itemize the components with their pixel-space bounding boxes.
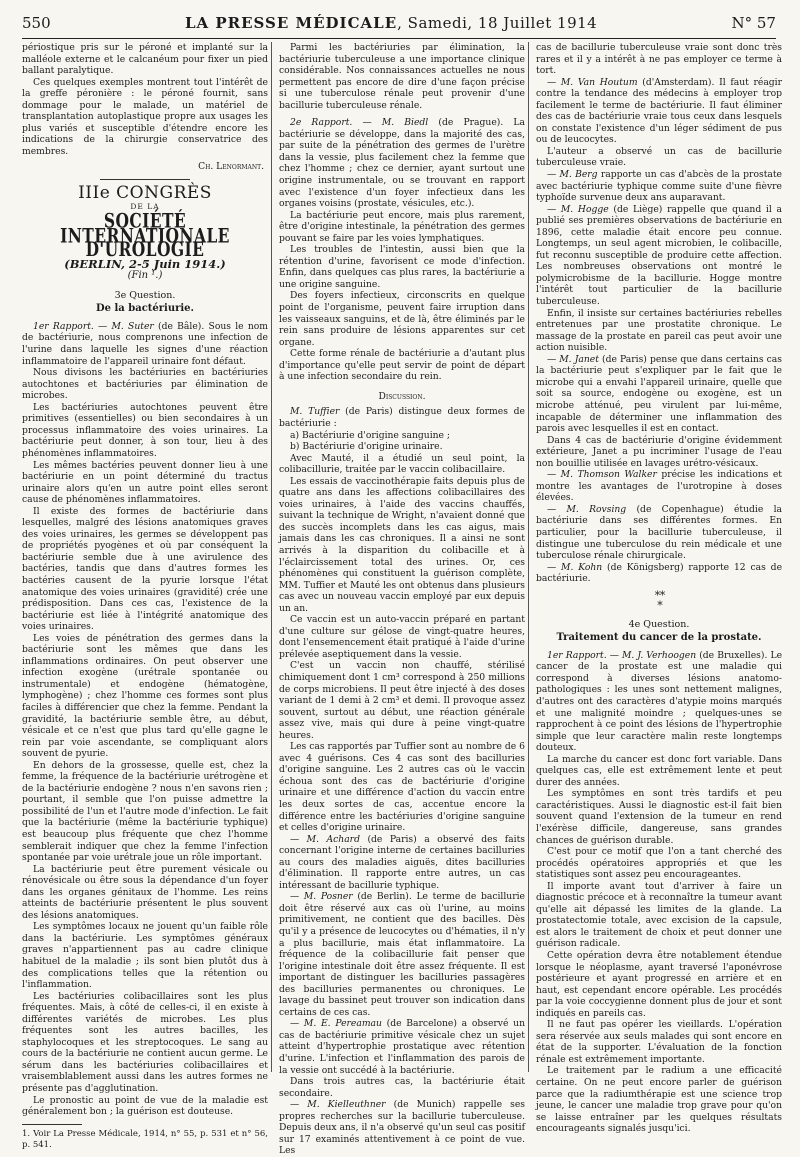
speaker-text: (de Copenhague) étudie la bactériurie dans ses différentes formes. En particulier, pour la bacillurie tuberculeuse, il distingue une tuberculose du rein médicale et une tuberculose rénale chirurgicale. <box>536 503 782 562</box>
speaker-name: — M. Berg <box>547 169 598 181</box>
paragraph: Il importe avant tout d'arriver à faire un diagnostic précoce et à reconnaître la tumeur avant qu'elle ait dépassé les limites de la glande. La prostatectomie totale, avec excision de la capsule, est alors le traitement de choix et peut donner une guérison radicale. <box>536 880 782 950</box>
paragraph: Les essais de vaccinothérapie faits depuis plus de quatre ans dans les affections colibacillaires des voies urinaires, à l'aide des vaccins chauffés, suivant la technique de Wright, n'avaient donné que des succès incomplets dans les cas aigus, mais jamais dans les cas chroniques. Il a ainsi ne sont arrivés à la disparition du colibacille et à l'éclaircissement total des urines. Or, ces phénomènes qui constituent la guérison complète, MM. Tuffier et Mauté les ont obtenus dans plusieurs cas avec un nouveau vaccin employé par eux depuis un an. <box>279 475 525 614</box>
society-name: SOCIÉTÉ INTERNATIONALE D'UROLOGIE <box>60 208 230 262</box>
column-2 <box>279 42 525 1157</box>
report-lead: 1er Rapport. — M. J. Verhoogen <box>547 649 697 661</box>
paragraph <box>279 117 525 209</box>
paragraph <box>536 77 782 146</box>
speaker-text: (de Paris) distingue deux formes de bactériurie : <box>279 406 525 429</box>
speaker-name: — M. E. Pereamau <box>290 1018 382 1030</box>
speaker-name: — M. Kohn <box>547 561 603 573</box>
paragraph <box>279 1099 525 1157</box>
paragraph: Cette forme rénale de bactériurie a d'autant plus d'importance qu'elle peut servir de point de départ à une infection secondaire du rein. <box>279 348 525 383</box>
speaker-name: — M. Posner <box>290 891 353 903</box>
paragraph: La bactériurie peut encore, mais plus rarement, être d'origine intestinale, la pénétration des germes pouvant se faire par les voies lymphatiques. <box>279 209 525 244</box>
speaker-text: (de Paris) pense que dans certains cas la bactériurie peut s'expliquer par le fait que le microbe qui a envahi l'appareil urinaire, quelle que soit sa source, endogène ou exogène, est un microbe atténué, peu virulent par lui-même, incapable de déterminer une inflammation des parois avec lesquelles il est en contact. <box>536 353 782 435</box>
paragraph: Les voies de pénétration des germes dans la bactériurie sont les mêmes que dans les inflammations ordinaires. On peut observer une infection exogène (urétrale spontanée ou instrumentale) et endogène (hématogène, lymphogène) ; chez l'homme ces formes sont plus faciles à différencier que chez la femme. Pendant la gravidité, la bactériurie semble être, au début, vésicale et ce n'est que plus tard qu'elle gagne le rein par voie ascendante, se compliquant alors souvent de pyurie. <box>22 632 268 760</box>
paragraph: Le pronostic au point de vue de la maladie est généralement bon ; la guérison est douteuse. <box>22 1094 268 1118</box>
paragraph: La marche du cancer est donc fort variable. Dans quelques cas, elle est extrêmement lente et peut durer des années. <box>536 753 782 788</box>
paragraph: Avec Mauté, il a étudié un seul point, la colibacillurie, traitée par le vaccin colibacillaire. <box>279 452 525 476</box>
paragraph: Nous divisons les bactériuries en bactériuries autochtones et bactériuries par élimination de microbes. <box>22 367 268 402</box>
report-text: (de Prague). La bactériurie se développe, dans la majorité des cas, par suite de la pénétration des germes de l'urètre dans la vessie, plus facilement chez la femme que chez l'homme ; chez ce dernier, ayant surtout une origine instrumentale, ou se trouvant en rapport avec l'existence d'un foyer infectieux dans les organes voisins (prostate, vésicules, etc.). <box>279 117 525 210</box>
paragraph: Les bactériuries colibacillaires sont les plus fréquentes. Mais, à côté de celles-ci, il en existe à différentes variétés de microbes. Les plus fréquentes sont les autres bacilles, les staphylocoques et les streptocoques. Le sang au cours de la bactériurie ne contient aucun germe. Le sérum dans les bactériuries colibacillaires et vraisemblablement aussi dans les autres formes ne présente pas d'agglutination. <box>22 990 268 1095</box>
paragraph: Des foyers infectieux, circonscrits en quelque point de l'organisme, peuvent faire irruption dans les vaisseaux sanguins, et de là, être éliminés par le rein sans produire de lésions apparentes sur cet organe. <box>279 290 525 348</box>
paragraph <box>22 321 268 367</box>
speaker-name: — M. Achard <box>290 833 360 845</box>
speaker-text: (de Barcelone) a observé un cas de bactériurie primitive vésicale chez un sujet atteint d'hypertrophie prostatique avec rétention d'urine. L'infection et l'inflammation des parois de la vessie ont succédé à la bactériurie. <box>279 1018 525 1076</box>
paragraph <box>279 891 525 1018</box>
paragraph <box>536 469 782 504</box>
paragraph: Les symptômes locaux ne jouent qu'un faible rôle dans la bactériurie. Les symptômes généraux graves n'appartiennent pas au cadre clinique habituel de la maladie ; ils sont bien plutôt dus à des complications telles que la rétention ou l'inflammation. <box>22 921 268 991</box>
paragraph: Le traitement par le radium a une efficacité certaine. On ne peut encore parler de guérison parce que la radiumthérapie est une science trop jeune, le cancer une maladie trop grave pour qu'on se laisse entraîner par les quelques résultats encourageants signalés jusqu'ici. <box>536 1065 782 1135</box>
author-signature: Ch. Lenormant. <box>198 161 264 173</box>
question-number: 3e Question. <box>114 289 176 301</box>
issue-date: , Samedi, 18 Juillet 1914 <box>397 14 598 32</box>
paragraph: Enfin, il insiste sur certaines bactériuries rebelles entretenues par une prostatite chronique. Le massage de la prostate en pareil cas peut avoir une action nuisible. <box>536 307 782 354</box>
header-rule <box>22 38 776 39</box>
paragraph: Les symptômes en sont très tardifs et peu caractéristiques. Aussi le diagnostic est-il fait bien souvent quand l'extension de la tumeur en rend l'exérèse difficile, dangereuse, sans grandes chances de guérison durable. <box>536 788 782 846</box>
footnote: 1. Voir La Presse Médicale, 1914, n° 55, p. 531 et n° 56, p. 541. <box>22 1128 268 1151</box>
congress-title: IIIe CONGRÈS <box>78 183 212 204</box>
paragraph: Parmi les bactériuries par élimination, la bactériurie tuberculeuse a une importance clinique considérable. Nos connaissances actuelles ne nous permettent pas encore de dire d'une façon précise si une tuberculose rénale peut provenir d'une bacillurie tuberculeuse rénale. <box>279 42 525 111</box>
congress-place: (BERLIN, 2-5 Juin 1914.) <box>64 256 226 271</box>
paragraph <box>536 169 782 204</box>
paragraph: périostique pris sur le péroné et implanté sur la malléole externe et le calcanéum pour fixer un pied ballant paralytique. <box>22 42 268 77</box>
discussion-heading: Discussion. <box>378 390 426 402</box>
column-1 <box>22 42 269 1151</box>
paragraph: Ces quelques exemples montrent tout l'intérêt de la greffe péronière : le péroné fournit, sans dommage pour le malade, un matériel de transplantation autoplastique propre aux usages les plus variés et susceptible d'étendre encore les indications de la chirurgie conservatrice des membres. <box>22 76 268 157</box>
column-separator <box>271 42 272 1072</box>
issue-number: N° 57 <box>731 14 776 32</box>
paragraph: Les troubles de l'intestin, aussi bien que la rétention d'urine, favorisent ce mode d'infection. Enfin, dans quelques cas plus rares, la bactériurie a une origine sanguine. <box>279 244 525 290</box>
speaker-text: (de Paris) a observé des faits concernant l'origine interne de certaines bacilluries au cours des maladies aiguës, dites bacilluries d'élimination. Il rapporte entre autres, un cas intéressant de bacillurie typhique. <box>279 833 525 891</box>
paragraph: Il existe des formes de bactériurie dans lesquelles, malgré des lésions anatomiques graves des voies urinaires, les germes se développent pas de propriétés pyogènes et où par conséquent la bactériurie semble due à une avirulence des bactéries, tandis que dans d'autres formes les bactéries causent de la pyurie lorsque l'état anatomique des voies urinaires (gravidité) crée une prédisposition. Dans ces cas, l'existence de la bactériurie est liée à l'intégrité anatomique des voies urinaires. <box>22 505 268 633</box>
speaker-text: (de Königsberg) rapporte 12 cas de bactériurie. <box>536 561 783 585</box>
paragraph: Les bactériuries autochtones peuvent être primitives (essentielles) ou bien secondaires à un processus inflammatoire des voies urinaires. La bactériurie peut donner, à son tour, lieu à des phénomènes inflammatoires. <box>22 401 268 459</box>
column-separator <box>528 42 529 1072</box>
paragraph: Cette opération devra être notablement étendue lorsque le néoplasme, ayant traversé l'aponévrose postérieure et ayant progressé en arrière et en haut, est cependant encore opérable. Les procédés par la voie coccygienne donnent plus de jour et sont indiqués en pareils cas. <box>536 950 782 1019</box>
paragraph: Ce vaccin est un auto-vaccin préparé en partant d'une culture sur gélose de vingt-quatre heures, dont l'ensemencement était pratiqué à l'aide d'urine prélevée aseptiquement dans la vessie. <box>279 614 525 660</box>
speaker-name: — M. Janet <box>547 353 599 365</box>
congress-de: DE LA <box>130 201 160 211</box>
paragraph: L'auteur a observé un cas de bacillurie tuberculeuse vraie. <box>536 145 782 169</box>
speaker-text: (de Berlin). Le terme de bacillurie doit être réservé aux cas où l'urine, au moins primitivement, ne contient que des bacilles. Dès qu'il y a présence de leucocytes ou d'hématies, il n'y a plus bacillurie, mais état inflammatoire. La fréquence de la colibacillurie fait penser que l'origine intestinale doit être assez fréquente. Il est important de distinguer les bacilluries passagères des bacilluries permanentes ou chroniques. Le lavage du bassinet peut trouver son indication dans certains de ces cas. <box>279 891 525 1018</box>
paragraph <box>536 354 782 435</box>
speaker-name: — M. Thomson Walker <box>547 469 657 481</box>
speaker-name: — M. Rovsing <box>547 503 627 515</box>
paragraph: C'est pour ce motif que l'on a tant cherché des procédés opératoires appropriés et que les statistiques sont assez peu encourageantes. <box>536 846 782 881</box>
paragraph: Il ne faut pas opérer les vieillards. L'opération sera réservée aux seuls malades qui sont encore en état de la supporter. L'évaluation de la fonction rénale est extrêmement importante. <box>536 1019 782 1065</box>
paragraph <box>536 204 782 308</box>
journal-name: LA PRESSE MÉDICALE <box>184 14 398 32</box>
speaker-text: (d'Amsterdam). Il faut réagir contre la tendance des médecins à employer trop facilement le terme de bactériurie. Il faut éliminer des cas de bactériurie vraie tous ceux dans lesquels on constate l'existence d'un léger sédiment de pus ou de leucocytes. <box>536 76 783 146</box>
congress-fin: (Fin ¹.) <box>127 270 163 282</box>
paragraph: Dans trois autres cas, la bactériurie était secondaire. <box>279 1076 525 1099</box>
list-item: a) Bactériurie d'origine sanguine ; <box>290 429 451 441</box>
speaker-name: — M. Van Houtum <box>547 76 638 88</box>
report-lead: 1er Rapport. — M. Suter <box>33 320 154 332</box>
speaker-text: rapporte un cas d'abcès de la prostate avec bactériurie typhique comme suite d'une fièvre typhoïde survenue deux ans auparavant. <box>536 169 782 204</box>
paragraph <box>536 504 782 562</box>
speaker-name: M. Tuffier <box>290 406 340 418</box>
footnote-rule <box>22 1124 82 1125</box>
paragraph: La bactériurie peut être purement vésicale ou rénovésicale ou être sous la dépendance d'un foyer dans les organes génitaux de l'homme. Les reins atteints de bactériurie présentent le plus souvent des lésions anatomiques. <box>22 863 268 921</box>
asterism-icon: * * * <box>654 588 664 612</box>
paragraph <box>279 1018 525 1076</box>
speaker-text: précise les indications et montre les avantages de l'urotropine à doses élevées. <box>536 469 782 504</box>
speaker-name: — M. Hogge <box>547 203 609 215</box>
report-text: (de Bruxelles). Le cancer de la prostate est une maladie qui correspond à diverses lésions anatomo-pathologiques : les unes sont nettement malignes, d'autres ont des caractères d'atypie moins marqués et une malignité moindre ; quelques-unes se rapprochent à ce point des lésions de l'hypertrophie simple que leur caractère malin reste longtemps douteux. <box>536 649 783 754</box>
journal-title <box>185 14 597 32</box>
paragraph: Dans 4 cas de bactériurie d'origine évidemment extérieure, Janet a pu incriminer l'usage de l'eau non bouillie utilisée en lavages urétro-vésicaux. <box>536 434 782 469</box>
page-header <box>22 14 776 36</box>
paragraph <box>536 650 782 754</box>
paragraph <box>279 406 525 429</box>
page-number: 550 <box>22 14 51 32</box>
list-item: b) Bactériurie d'origine urinaire. <box>290 441 443 453</box>
paragraph: Les mêmes bactéries peuvent donner lieu à une bactériurie en un point déterminé du tractus urinaire alors qu'en un autre point elles seront cause de phénomènes inflammatoires. <box>22 459 268 506</box>
congress-heading <box>22 183 268 282</box>
speaker-text: (de Liège) rappelle que quand il a publié ses premières observations de bactériurie en 1896, cette maladie était encore peu connue. Longtemps, un seul agent microbien, le colibacille, fut reconnu susceptible de produire cette affection. Les nombreuses observations ont montré le polymicrobisme de la bacillurie. Hogge montre l'intérêt tout particulier de la bacillurie tuberculeuse. <box>536 203 782 308</box>
speaker-text: (de Munich) rappelle ses propres recherches sur la bacillurie tuberculeuse. Depuis deux ans, il n'a observé qu'un seul cas positif sur 17 examinés attentivement à ce point de vue. Les <box>279 1099 525 1157</box>
report-text: (de Bâle). Sous le nom de bactériurie, nous comprenons une infection de l'urine dans laquelle les signes d'une réaction inflammatoire de l'appareil urinaire font défaut. <box>22 320 269 367</box>
question-title: Traitement du cancer de la prostate. <box>556 632 762 644</box>
paragraph: C'est un vaccin non chauffé, stérilisé chimiquement dont 1 cm³ correspond à 250 millions de corps microbiens. Il peut être injecté à des doses variant de 1 demi à 2 cm³ et demi. Il provoque assez souvent, surtout au début, une réaction générale assez vive, mais qui dure à peine vingt-quatre heures. <box>279 660 525 741</box>
paragraph <box>536 562 782 585</box>
paragraph: Les cas rapportés par Tuffier sont au nombre de 6 avec 4 guérisons. Ces 4 cas sont des bacilluries d'origine sanguine. Les 2 autres cas où le vaccin échoua sont des cas de bactériurie d'origine urinaire et une différence d'action du vaccin entre les deux sortes de cas, accentue encore la différence entre les bactériuries d'origine sanguine et celles d'origine urinaire. <box>279 741 525 834</box>
report-lead: 2e Rapport. — M. Biedl <box>290 117 429 129</box>
question-number: 4e Question. <box>628 618 690 630</box>
question-title: De la bactériurie. <box>95 303 195 315</box>
column-3 <box>536 42 783 1135</box>
section-divider <box>100 179 190 180</box>
paragraph: cas de bacillurie tuberculeuse vraie sont donc très rares et il y a intérêt à ne pas employer ce terme à tort. <box>536 42 782 77</box>
paragraph <box>279 834 525 892</box>
paragraph: En dehors de la grossesse, quelle est, chez la femme, la fréquence de la bactériurie urétrogène et de la bactériurie endogène ? nous n'en savons rien ; pourtant, il semble que l'on puisse admettre la possibilité de l'un et l'autre mode d'infection. Le fait que la bactériurie (même la bactériurie typhique) est beaucoup plus fréquente que chez l'homme semblerait indiquer que chez la femme l'infection spontanée par voie urétrale joue un rôle important. <box>22 759 268 864</box>
speaker-name: — M. Kielleuthner <box>290 1099 386 1111</box>
